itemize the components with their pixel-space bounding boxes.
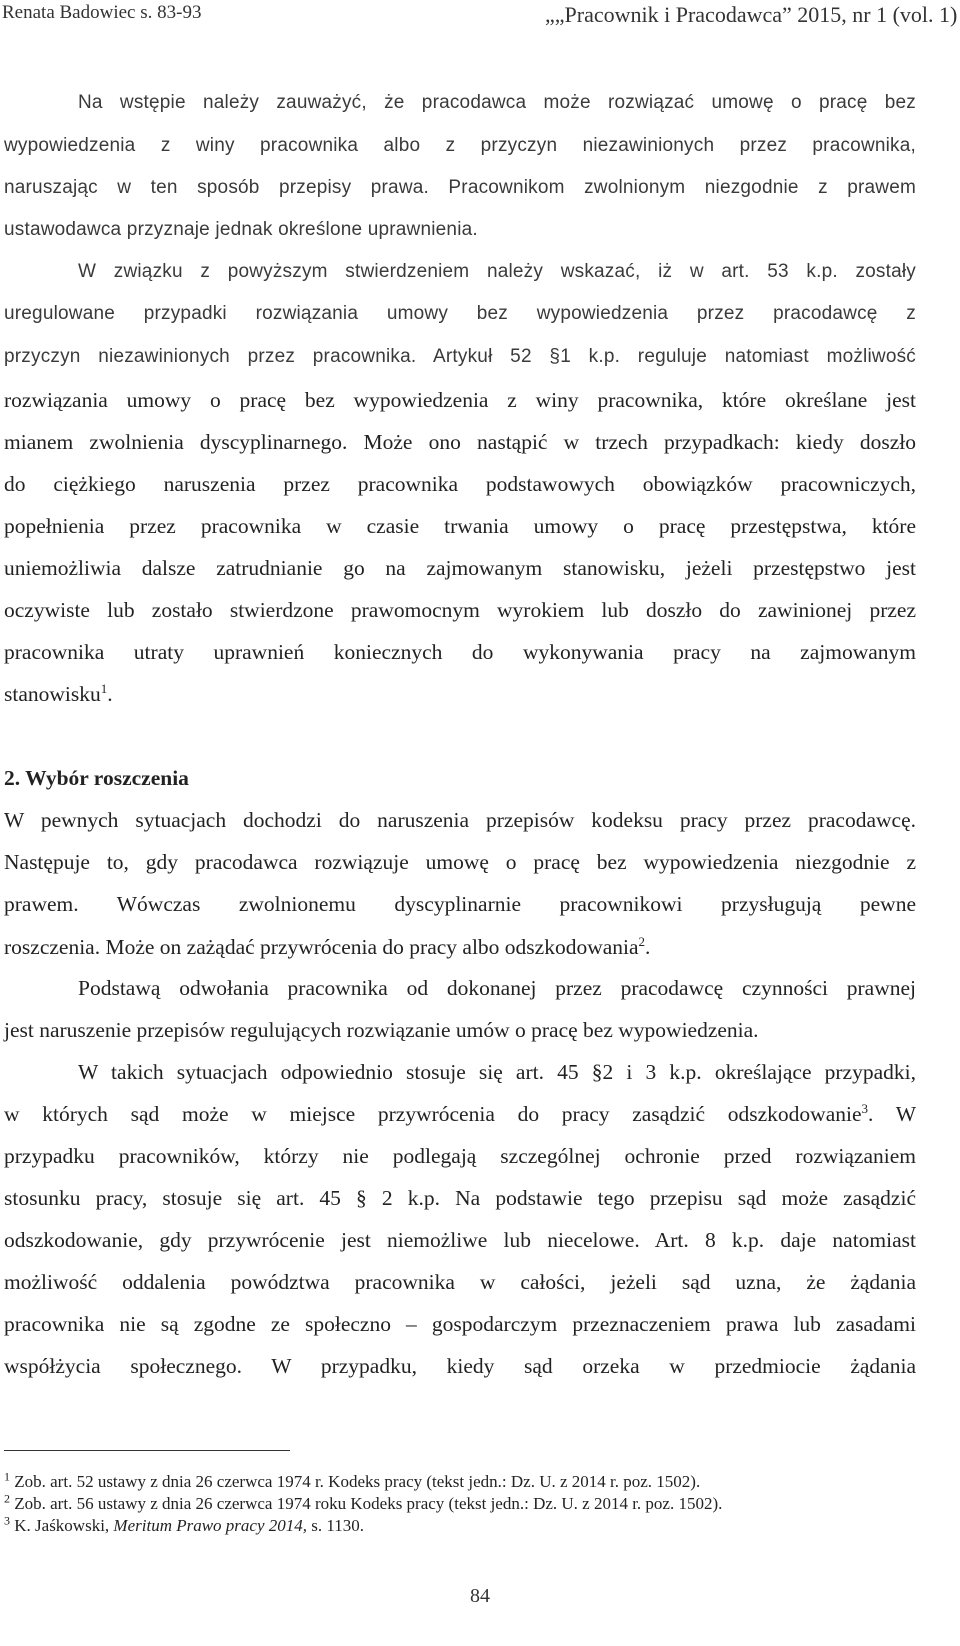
paragraph-line: pracownika utraty uprawnień koniecznych do wykonywania pracy na zajmowanym bbox=[4, 640, 916, 664]
paragraph-line: popełnienia przez pracownika w czasie trwania umowy o pracę przestępstwa, które bbox=[4, 514, 916, 538]
paragraph-line: stosunku pracy, stosuje się art. 45 § 2 k.p. Na podstawie tego przepisu sąd może zasądzić bbox=[4, 1186, 916, 1210]
footnote-mark: 2 bbox=[4, 1491, 10, 1506]
section-heading: 2. Wybór roszczenia bbox=[4, 766, 189, 790]
line-text: w których sąd może w miejsce przywrócenia do pracy zasądzić odszkodowanie bbox=[4, 1102, 862, 1126]
running-header-right: „„Pracownik i Pracodawca” 2015, nr 1 (vol. 1) bbox=[545, 2, 958, 27]
footnote-mark: 1 bbox=[4, 1469, 10, 1484]
paragraph-line: współżycia społecznego. W przypadku, kiedy sąd orzeka w przedmiocie żądania bbox=[4, 1354, 916, 1378]
paragraph-line: mianem zwolnienia dyscyplinarnego. Może ono nastąpić w trzech przypadkach: kiedy doszło bbox=[4, 430, 916, 454]
footnote-mark: 3 bbox=[4, 1513, 10, 1528]
paragraph-line: do ciężkiego naruszenia przez pracownika podstawowych obowiązków pracowniczych, bbox=[4, 472, 916, 496]
footnote-text: s. 1130. bbox=[307, 1516, 365, 1535]
paragraph-line: Podstawą odwołania pracownika od dokonanej przez pracodawcę czynności prawnej bbox=[78, 976, 916, 1000]
paragraph-line: prawem. Wówczas zwolnionemu dyscyplinarnie pracownikowi przysługują pewne bbox=[4, 892, 916, 916]
paragraph-line: Następuje to, gdy pracodawca rozwiązuje umowę o pracę bez wypowiedzenia niezgodnie z bbox=[4, 850, 916, 874]
paragraph-line: odszkodowanie, gdy przywrócenie jest niemożliwe lub niecelowe. Art. 8 k.p. daje natomiast bbox=[4, 1228, 916, 1252]
footnote bbox=[4, 1513, 916, 1536]
line-text: . bbox=[107, 682, 113, 706]
paragraph-line: oczywiste lub zostało stwierdzone prawomocnym wyrokiem lub doszło do zawinionej przez bbox=[4, 598, 916, 622]
footnote-ref[interactable]: 3 bbox=[861, 1100, 868, 1116]
running-header-left: Renata Badowiec s. 83-93 bbox=[2, 2, 202, 23]
paragraph-line: ustawodawca przyznaje jednak określone uprawnienia. bbox=[4, 219, 478, 240]
paragraph-line: rozwiązania umowy o pracę bez wypowiedzenia z winy pracownika, które określane jest bbox=[4, 388, 916, 412]
paragraph-line: W związku z powyższym stwierdzeniem należy wskazać, iż w art. 53 k.p. zostały bbox=[78, 261, 916, 282]
paragraph-line: naruszając w ten sposób przepisy prawa. Pracownikom zwolnionym niezgodnie z prawem bbox=[4, 177, 916, 198]
footnote-text: K. Jaśkowski, bbox=[14, 1516, 114, 1535]
paragraph-line: pracownika nie są zgodne ze społeczno – gospodarczym przeznaczeniem prawa lub zasadami bbox=[4, 1312, 916, 1336]
footnote-text: Zob. art. 56 ustawy z dnia 26 czerwca 1974 roku Kodeks pracy (tekst jedn.: Dz. U. z 2014 r. poz. 1502). bbox=[14, 1494, 723, 1513]
line-text: stanowisku bbox=[4, 682, 101, 706]
footnote bbox=[4, 1491, 916, 1514]
paragraph-line: uregulowane przypadki rozwiązania umowy bez wypowiedzenia przez pracodawcę z bbox=[4, 303, 916, 324]
paragraph-line: wypowiedzenia z winy pracownika albo z przyczyn niezawinionych przez pracownika, bbox=[4, 135, 916, 156]
footnote-title: Meritum Prawo pracy 2014, bbox=[113, 1516, 308, 1535]
line-text: roszczenia. Może on zażądać przywrócenia do pracy albo odszkodowania bbox=[4, 935, 639, 959]
paragraph-line bbox=[4, 935, 916, 959]
line-text: . bbox=[645, 935, 651, 959]
paragraph-line: jest naruszenie przepisów regulujących rozwiązanie umów o pracę bez wypowiedzenia. bbox=[4, 1018, 759, 1042]
page-number: 84 bbox=[470, 1585, 490, 1607]
paragraph-line: Na wstępie należy zauważyć, że pracodawca może rozwiązać umowę o pracę bez bbox=[78, 92, 916, 113]
footnote bbox=[4, 1469, 916, 1492]
paragraph-line: W pewnych sytuacjach dochodzi do naruszenia przepisów kodeksu pracy przez pracodawcę. bbox=[4, 808, 916, 832]
paragraph-line: uniemożliwia dalsze zatrudnianie go na zajmowanym stanowisku, jeżeli przestępstwo jest bbox=[4, 556, 916, 580]
line-text: . W bbox=[868, 1102, 916, 1126]
footnote-text: Zob. art. 52 ustawy z dnia 26 czerwca 1974 r. Kodeks pracy (tekst jedn.: Dz. U. z 2014 r. poz. 1502). bbox=[14, 1472, 701, 1491]
paragraph-line bbox=[4, 1102, 916, 1126]
footnote-ref[interactable]: 2 bbox=[638, 933, 646, 949]
paragraph-line bbox=[4, 682, 916, 706]
footnote-divider bbox=[4, 1450, 290, 1451]
paragraph-line: możliwość oddalenia powództwa pracownika w całości, jeżeli sąd uzna, że żądania bbox=[4, 1270, 916, 1294]
paragraph-line: W takich sytuacjach odpowiednio stosuje się art. 45 §2 i 3 k.p. określające przypadki, bbox=[78, 1060, 916, 1084]
footnote-ref[interactable]: 1 bbox=[100, 680, 108, 696]
paragraph-line: przypadku pracowników, którzy nie podlegają szczególnej ochronie przed rozwiązaniem bbox=[4, 1144, 916, 1168]
paragraph-line: przyczyn niezawinionych przez pracownika. Artykuł 52 §1 k.p. reguluje natomiast możliwość bbox=[4, 346, 916, 367]
